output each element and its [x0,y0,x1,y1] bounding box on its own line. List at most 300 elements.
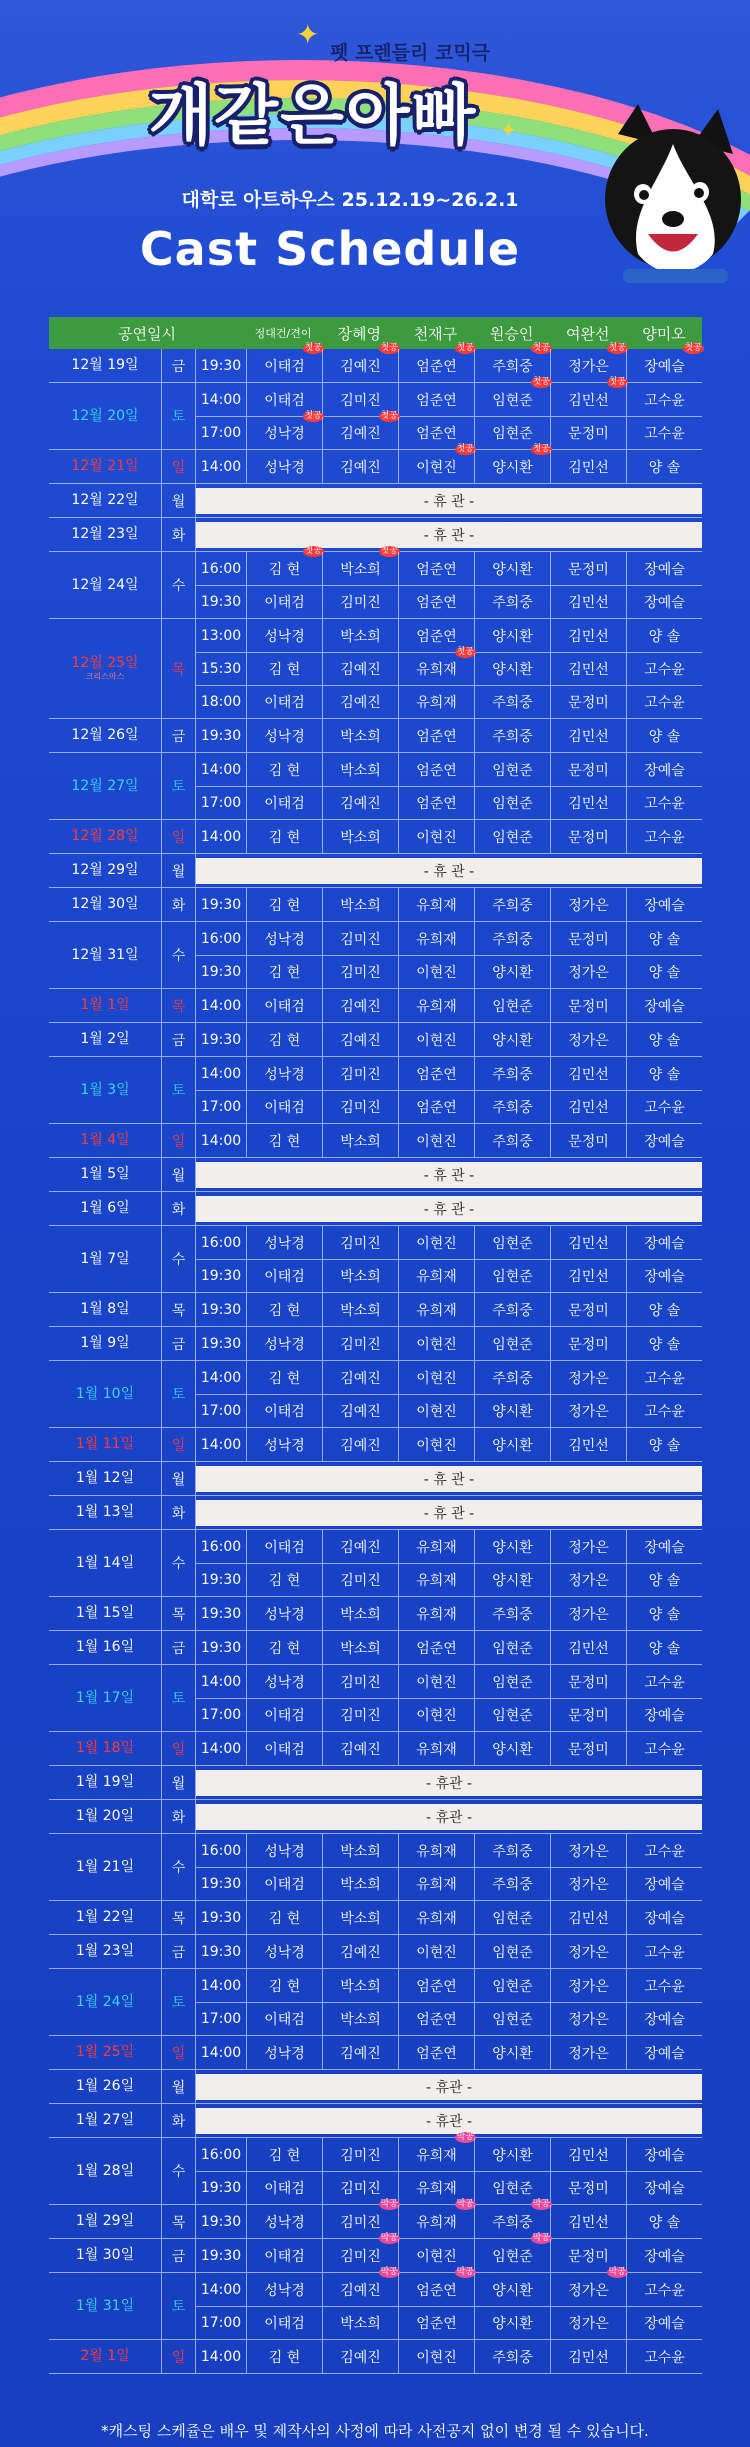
table-row [49,2233,702,2273]
cast-name: 김예진 [322,1023,398,1056]
weekday-cell: 일 [161,2036,195,2069]
cast-name: 정가은 [550,1868,626,1900]
cast-name: 김민선 [550,719,626,752]
cast-name: 주희중 [474,1057,550,1090]
cast-name: 박소희 [322,1834,398,1867]
cast-name: 박소희 [322,619,398,652]
cast-name: 이현진 [398,1327,474,1360]
cast-name: 정가은 [550,2307,626,2339]
cast-name: 성낙경 [246,2273,322,2306]
weekday-cell: 수 [161,1226,195,1292]
first-show-badge: 첫공 [684,343,702,353]
cast-name: 김예진 [322,787,398,819]
performance-row [195,1259,702,1292]
cast-name: 양시환 [474,1023,550,1056]
closed-label: - 휴 관 - [196,522,702,548]
cast-name: 이태검 [246,2239,322,2272]
showtime: 19:30 [200,896,242,913]
cast-name: 문정미 [550,1327,626,1360]
performance-row [195,1665,702,1698]
table-row [49,1158,702,1192]
date-cell [49,1327,161,1360]
cast-name: 이현진 [398,2340,474,2373]
date-cell [49,2239,161,2272]
cast-name: 김 현 [246,820,322,853]
showtime: 13:00 [200,627,242,644]
date-label: 1월 22일 [75,1909,135,1926]
cast-name: 이태검 [246,989,322,1022]
cast-name: 고수윤 [626,2340,702,2373]
date-label: 1월 31일 [75,2297,135,2314]
date-cell [49,1901,161,1934]
table-row [49,546,702,619]
cast-name: 정가은 [550,1969,626,2002]
date-label: 1월 14일 [75,1554,135,1571]
performance-row [195,1361,702,1394]
cast-name: 장예슬 [626,586,702,618]
weekday-cell: 목 [161,1901,195,1934]
cast-name: 고수윤 [626,1395,702,1427]
cast-name: 김민선 [550,619,626,652]
weekday-cell: 월 [161,2070,195,2103]
performance-row [195,1428,702,1461]
cast-name: 장예슬 [626,1226,702,1259]
date-label: 1월 21일 [75,1858,135,1875]
performance-row [195,1226,702,1259]
first-show-badge: 첫공 [380,546,398,556]
cast-name: 문정미 [550,686,626,718]
cast-name: 성낙경 [246,619,322,652]
cast-name: 임현준 [474,989,550,1022]
cast-name: 김 현 [246,1124,322,1157]
cast-name: 이태검 [246,383,322,416]
weekday-cell: 화 [161,1192,195,1225]
cast-name: 성낙경 [246,1665,322,1698]
performance-row [195,1935,702,1968]
cast-name: 양 솔 [626,1631,702,1664]
weekday-cell: 수 [161,552,195,618]
performance-row [195,1597,702,1630]
cast-name: 엄준연 [398,1631,474,1664]
performance-row [195,922,702,955]
date-cell [49,1428,161,1461]
cast-name: 장예슬 [626,2307,702,2339]
cast-name: 엄준연 막공 [398,2273,474,2306]
cast-name: 김 현 [246,1969,322,2002]
first-show-badge: 첫공 [456,343,474,353]
cast-name: 양시환 [474,1530,550,1563]
cast-name: 성낙경 [246,1057,322,1090]
last-show-badge: 막공 [456,2132,474,2142]
weekday-cell: 금 [161,719,195,752]
date-cell [49,383,161,449]
table-row [49,2267,702,2340]
showtime: 16:00 [200,1538,242,1555]
cast-name: 김예진 [322,1395,398,1427]
cast-name: 임현준 [474,1901,550,1934]
closed-label: - 휴관 - [196,1770,702,1796]
cast-name: 박소희 [322,1260,398,1292]
weekday-cell: 금 [161,1935,195,1968]
weekday-cell: 토 [161,2273,195,2339]
cast-name: 김예진 막공 [322,2273,398,2306]
cast-name: 문정미 [550,1124,626,1157]
table-row [49,2340,702,2374]
cast-name: 유희재 [398,1868,474,1900]
table-row [49,1597,702,1631]
cast-name: 성낙경 첫공 [246,417,322,449]
table-row [49,1428,702,1462]
first-show-badge: 첫공 [304,546,322,556]
header-role-6: 양미오 [642,324,686,343]
first-show-badge: 첫공 [304,343,322,353]
cast-name: 박소희 [322,820,398,853]
weekday-cell: 수 [161,1530,195,1596]
cast-name: 고수윤 [626,1969,702,2002]
weekday-cell: 월 [161,484,195,517]
performance-row [195,1530,702,1563]
table-row [49,753,702,820]
date-label: 12월 30일 [71,896,139,913]
last-show-badge: 막공 [456,2199,474,2209]
cast-name: 장예슬 첫공 [626,349,702,382]
cast-name: 양 솔 [626,2205,702,2238]
date-label: 1월 5일 [80,1166,130,1183]
date-cell [49,552,161,618]
cast-name: 김 현 [246,956,322,988]
performance-row [195,989,702,1022]
date-label: 12월 19일 [71,357,139,374]
table-body [49,343,702,2374]
cast-name: 정가은 첫공 [550,349,626,382]
cast-name: 김미진 막공 [322,2239,398,2272]
performance-row [195,1090,702,1123]
showtime: 19:30 [200,1572,242,1588]
cast-name: 임현준 [474,753,550,786]
cast-name: 양 솔 [626,619,702,652]
cast-name: 주희중 [474,1124,550,1157]
showtime: 19:30 [200,2213,242,2230]
cast-name: 양시환 [474,619,550,652]
cast-name: 박소희 [322,1293,398,1326]
performance-row [195,619,702,652]
date-cell [49,1361,161,1427]
performance-row [195,1969,702,2002]
cast-name: 양시환 [474,956,550,988]
cast-name: 정가은 [550,1834,626,1867]
cast-name: 주희중 [474,1868,550,1900]
cast-name: 김미진 [322,956,398,988]
date-label: 1월 23일 [75,1943,135,1960]
cast-name: 문정미 [550,1732,626,1765]
date-cell [49,619,161,718]
cast-name: 성낙경 [246,1226,322,1259]
cast-name: 김미진 [322,1665,398,1698]
performance-row [195,955,702,988]
table-row [49,1226,702,1293]
table-row [49,989,702,1023]
showtime: 14:00 [200,2044,242,2061]
performance-row [195,1698,702,1731]
date-cell [49,2205,161,2238]
weekday-cell: 금 [161,349,195,382]
date-label: 12월 31일 [71,946,139,963]
header-role-1: 정대건/견이 [254,327,312,340]
date-cell [49,2104,161,2137]
date-label: 1월 27일 [75,2112,135,2129]
header-role-4: 원승인 [489,324,534,343]
cast-name: 정가은 [550,1935,626,1968]
closed-label: - 휴 관 - [196,1466,702,1492]
table-row [49,1124,702,1158]
showtime: 17:00 [200,2315,242,2331]
last-show-badge: 막공 [608,2267,626,2277]
weekday-cell: 월 [161,854,195,887]
cast-name: 정가은 [550,1564,626,1596]
table-row [49,922,702,989]
cast-name: 이현진 [398,956,474,988]
weekday-cell: 토 [161,753,195,819]
table-row [49,1057,702,1124]
cast-name: 임현준 [474,1260,550,1292]
cast-name: 김민선 [550,2340,626,2373]
cast-name: 문정미 [550,552,626,585]
performance-row [195,2171,702,2204]
date-cell [49,2138,161,2204]
dog-character-icon [598,104,748,294]
cast-name: 양시환 [474,2307,550,2339]
weekday-cell: 목 [161,989,195,1022]
cast-name: 엄준연 [398,619,474,652]
cast-name: 임현준 [474,1665,550,1698]
table-row [49,1530,702,1597]
date-cell [49,1597,161,1630]
cast-name: 김미진 [322,2138,398,2171]
weekday-cell: 일 [161,2340,195,2373]
weekday-cell: 화 [161,1496,195,1529]
cast-name: 이현진 [398,1361,474,1394]
cast-name: 주희중 [474,888,550,921]
performance-row [195,1023,702,1056]
cast-name: 김미진 [322,1057,398,1090]
cast-name: 임현준 [474,1969,550,2002]
cast-name: 김미진 [322,1699,398,1731]
cast-name: 엄준연 [398,2003,474,2035]
cast-name: 성낙경 [246,922,322,955]
weekday-cell: 토 [161,1057,195,1123]
cast-name: 엄준연 [398,1057,474,1090]
cast-name: 이태검 [246,1395,322,1427]
cast-name: 양시환 [474,2138,550,2171]
cast-name: 김민선 [550,450,626,483]
table-row [49,854,702,888]
date-cell [49,1665,161,1731]
cast-name: 김민선 [550,653,626,685]
performance-row [195,411,702,449]
venue-dates: 대학로 아트하우스 25.12.19~26.2.1 [181,189,519,211]
cast-name: 정가은 [550,1361,626,1394]
date-label: 1월 11일 [75,1436,135,1453]
cast-name: 성낙경 [246,1428,322,1461]
cast-name: 김 현 [246,1901,322,1934]
cast-name: 문정미 [550,1665,626,1698]
showtime: 14:00 [200,1065,242,1082]
cast-name: 유희재 [398,1530,474,1563]
cast-name: 이현진 [398,1699,474,1731]
table-row [49,1192,702,1226]
table-row [49,820,702,854]
performance-row [195,444,702,483]
showtime: 16:00 [200,930,242,947]
first-show-badge: 첫공 [380,411,398,421]
cast-name: 엄준연 [398,552,474,585]
date-label: 1월 9일 [80,1335,130,1352]
table-row [49,2036,702,2070]
performance-row [195,2036,702,2069]
table-row [49,1462,702,1496]
weekday-cell: 화 [161,888,195,921]
cast-name: 정가은 [550,1530,626,1563]
date-label: 1월 24일 [75,1993,135,2010]
cast-name: 이현진 [398,2239,474,2272]
cast-name: 김예진 [322,450,398,483]
date-label: 1월 16일 [75,1639,135,1656]
showtime: 14:00 [200,997,242,1014]
cast-name: 문정미 [550,1293,626,1326]
cast-name: 박소희 [322,2307,398,2339]
performance-row [195,1834,702,1867]
cast-name: 박소희 [322,753,398,786]
cast-name: 김예진 첫공 [322,349,398,382]
showtime: 19:30 [200,964,242,980]
cast-name: 김예진 [322,989,398,1022]
showtime: 19:30 [200,1943,242,1960]
cast-name: 고수윤 [626,787,702,819]
first-show-badge: 첫공 [532,343,550,353]
date-cell [49,1732,161,1765]
cast-name: 유희재 [398,888,474,921]
date-label: 12월 20일 [71,407,139,424]
cast-name: 문정미 [550,2239,626,2272]
performance-row [195,2002,702,2035]
showtime: 14:00 [200,1977,242,1994]
header-role-2: 장혜영 [337,324,381,343]
table-row [49,1496,702,1530]
showtime: 15:30 [200,661,242,677]
cast-name: 김민선 [550,1901,626,1934]
last-show-badge: 막공 [532,2199,550,2209]
cast-name: 김민선 [550,1260,626,1292]
first-show-badge: 첫공 [532,377,550,387]
date-label: 1월 10일 [75,1385,135,1402]
cast-name: 장예슬 [626,1530,702,1563]
cast-name: 주희중 [474,1293,550,1326]
date-label: 12월 23일 [71,526,139,543]
table-row [49,2199,702,2239]
table-row [49,1631,702,1665]
cast-name: 임현준 [474,787,550,819]
date-label: 1월 8일 [80,1301,130,1318]
date-cell [49,1834,161,1900]
showtime: 16:00 [200,2146,242,2163]
weekday-cell: 일 [161,1428,195,1461]
performance-row [195,685,702,718]
cast-name: 정가은 [550,956,626,988]
weekday-cell: 금 [161,1327,195,1360]
cast-name: 성낙경 [246,1597,322,1630]
date-label: 12월 25일 [71,655,139,672]
date-cell [49,518,161,551]
date-cell [49,753,161,819]
cast-name: 박소희 [322,1597,398,1630]
showtime: 19:30 [200,727,242,744]
weekday-cell: 목 [161,2205,195,2238]
performance-row [195,1057,702,1090]
cast-name: 양시환 [474,2036,550,2069]
hero-banner [0,0,750,318]
date-cell [49,484,161,517]
last-show-badge: 막공 [380,2267,398,2277]
weekday-cell: 수 [161,1834,195,1900]
showtime: 14:00 [200,1673,242,1690]
cast-name: 이태검 [246,586,322,618]
table-row [49,484,702,518]
date-cell [49,1158,161,1191]
cast-name: 김 현 [246,1293,322,1326]
table-row [49,1293,702,1327]
cast-name: 양시환 [474,1732,550,1765]
date-cell [49,1124,161,1157]
cast-name: 김 현 [246,1564,322,1596]
date-cell [49,1293,161,1326]
cast-name: 주희중 [474,1834,550,1867]
closed-label: - 휴관 - [196,2074,702,2100]
cast-name: 정가은 [550,1395,626,1427]
cast-name: 임현준 [474,1699,550,1731]
first-show-badge: 첫공 [456,647,474,657]
table-row [49,444,702,484]
cast-name: 정가은 막공 [550,2273,626,2306]
cast-name: 문정미 [550,989,626,1022]
cast-name: 박소희 [322,888,398,921]
performance-row [195,1293,702,1326]
first-show-badge: 첫공 [304,411,322,421]
showtime: 19:30 [200,594,242,610]
weekday-cell: 목 [161,619,195,718]
date-cell [49,820,161,853]
cast-name: 이태검 [246,2307,322,2339]
cast-name: 성낙경 [246,1327,322,1360]
cast-name: 고수윤 [626,1834,702,1867]
cast-name: 장예슬 [626,552,702,585]
date-label: 1월 6일 [80,1200,130,1217]
cast-name: 유희재 [398,1564,474,1596]
cast-name: 김미진 [322,586,398,618]
closed-label: - 휴관 - [196,1804,702,1830]
cast-name: 양시환 [474,552,550,585]
weekday-cell: 일 [161,820,195,853]
date-label: 1월 18일 [75,1740,135,1757]
sparkle-icon: ✦ [500,118,517,142]
cast-name: 이태검 [246,1530,322,1563]
cast-name: 성낙경 [246,1935,322,1968]
cast-name: 김미진 [322,922,398,955]
cast-name: 김민선 [550,1428,626,1461]
cast-name: 고수윤 [626,820,702,853]
cast-name: 이태검 [246,1091,322,1123]
cast-name: 장예슬 [626,2003,702,2035]
cast-name: 김민선 [550,586,626,618]
